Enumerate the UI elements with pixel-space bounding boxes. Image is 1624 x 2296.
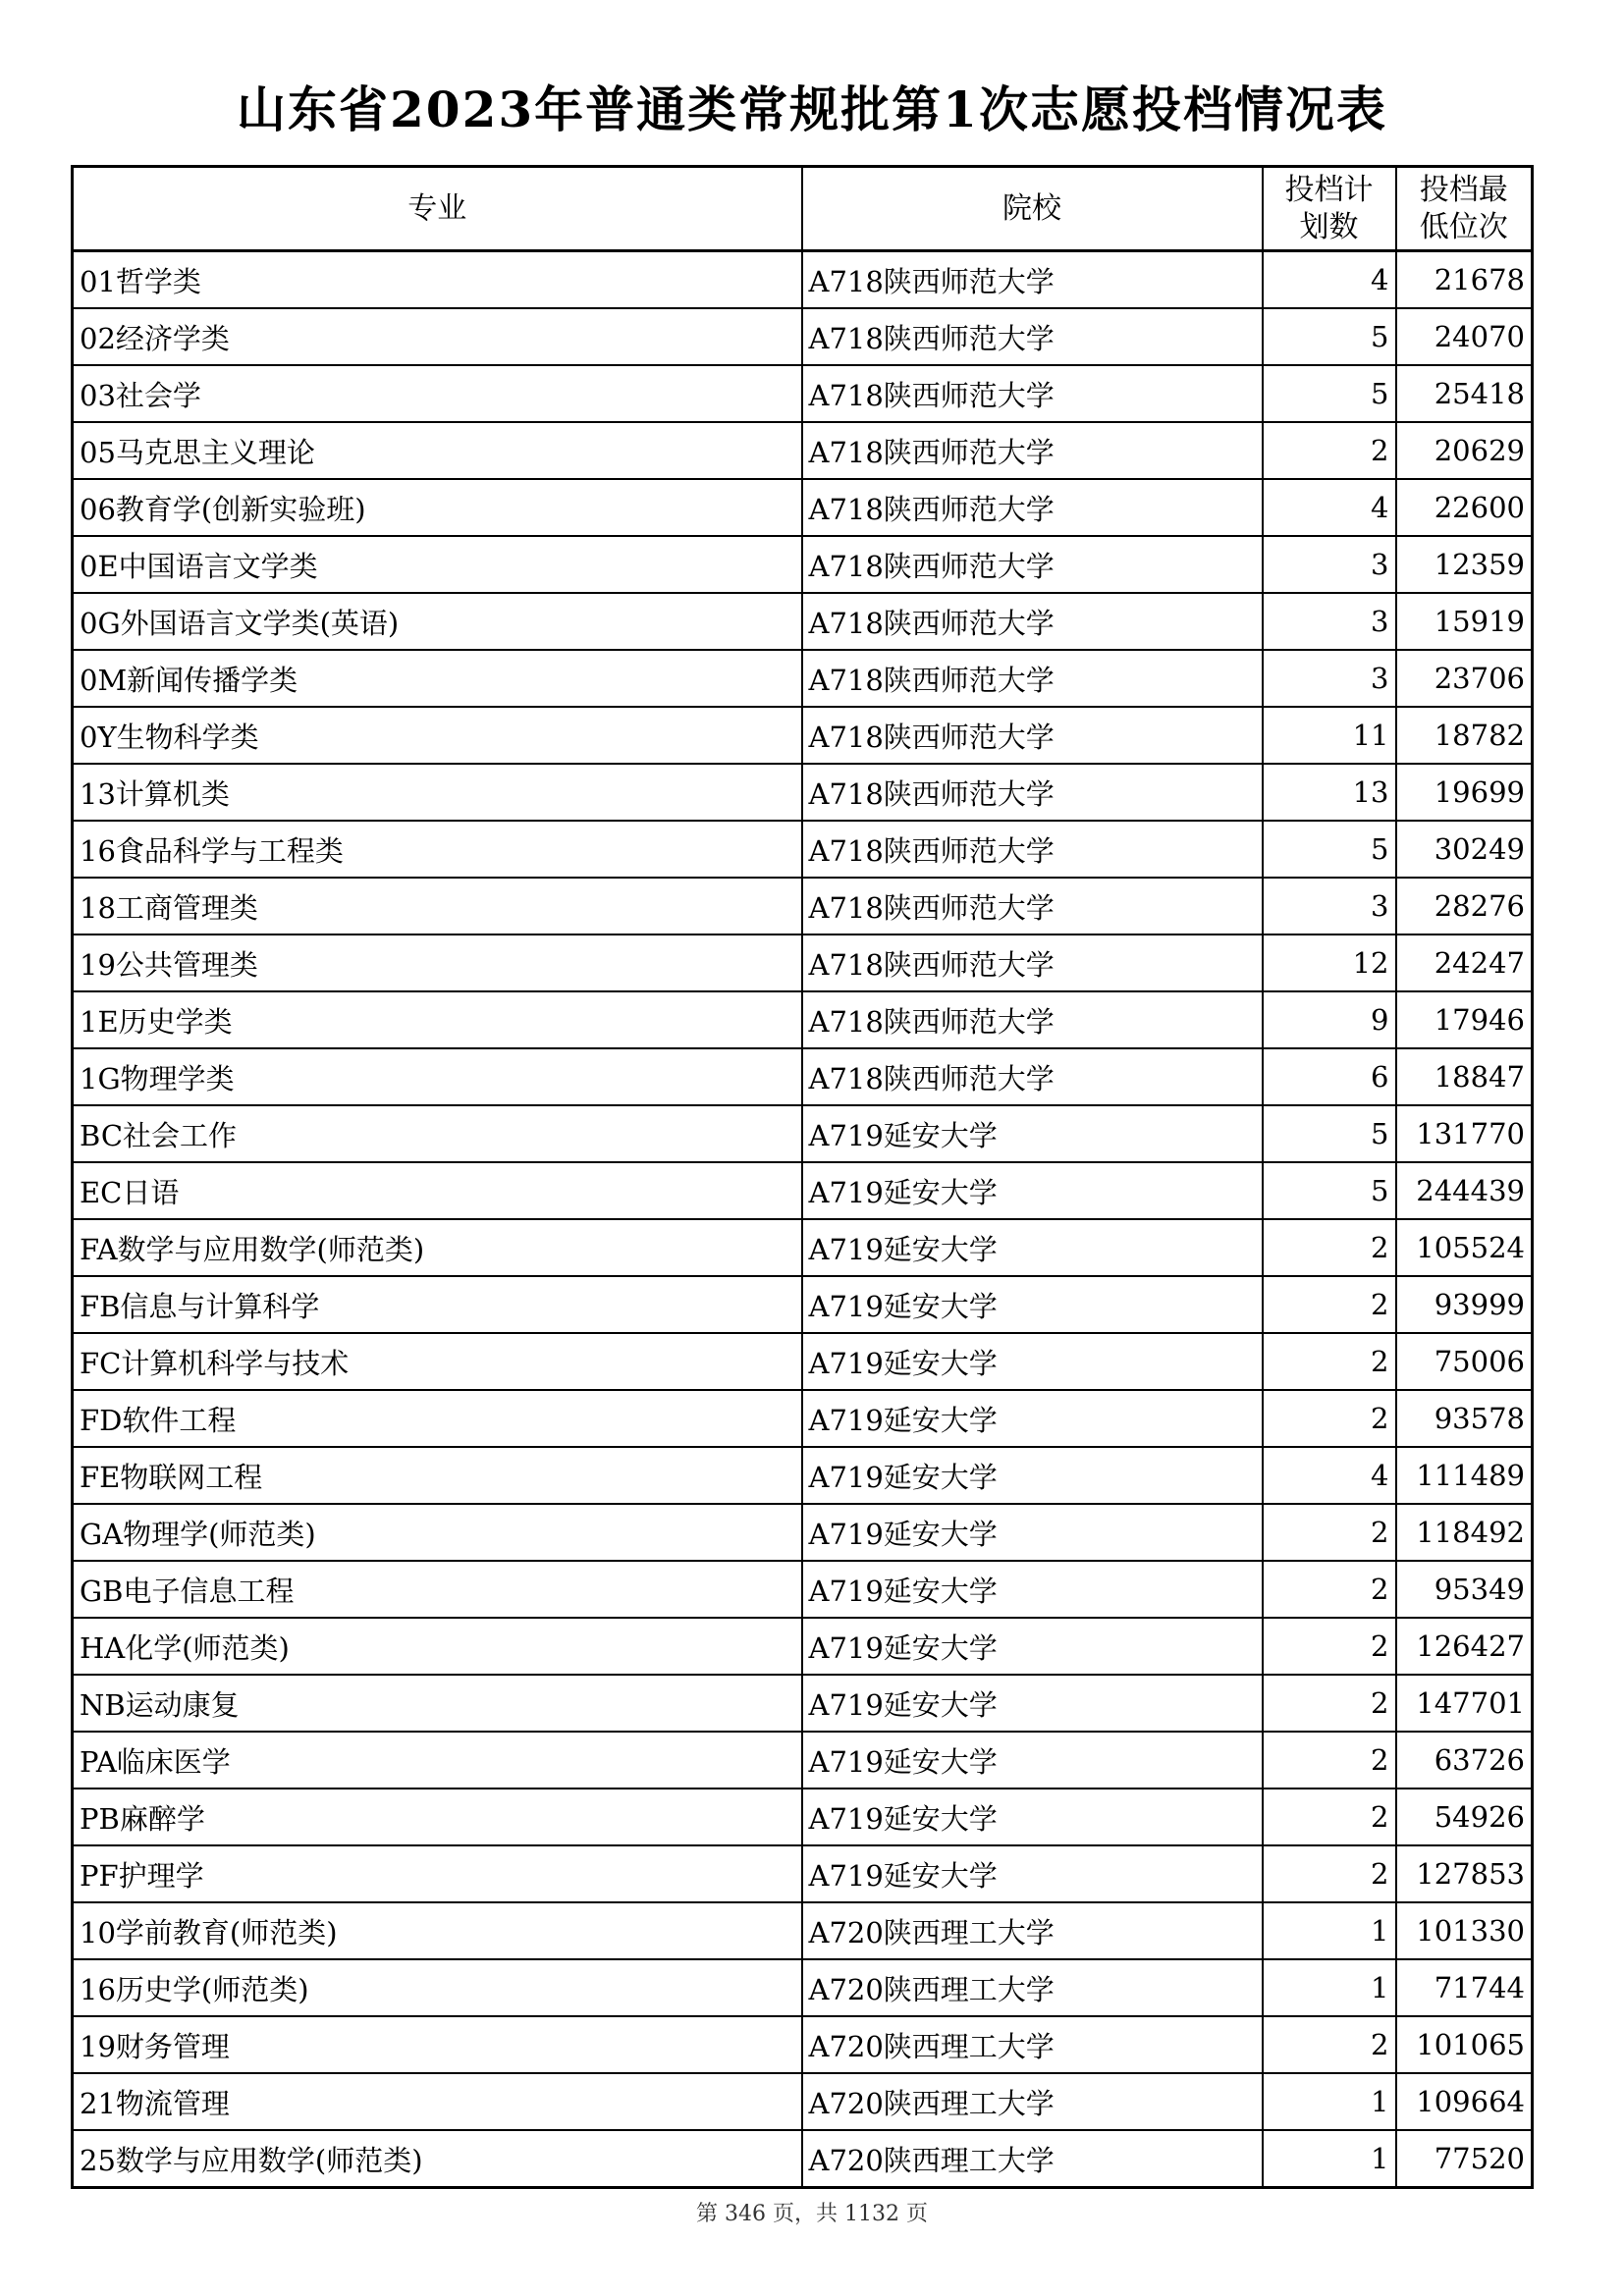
cell-plan-count: 12 [1263,934,1396,991]
table-row [73,1219,1533,1276]
cell-school: A718陕西师范大学 [802,934,1263,991]
cell-major: 05马克思主义理论 [73,422,802,479]
cell-school: A718陕西师范大学 [802,422,1263,479]
cell-plan-count: 5 [1263,308,1396,365]
table-row [73,1789,1533,1845]
cell-school: A719延安大学 [802,1447,1263,1504]
cell-min-rank: 30249 [1396,821,1533,878]
table-row [73,1675,1533,1732]
table-row [73,593,1533,650]
cell-school: A719延安大学 [802,1390,1263,1447]
cell-major: 0Y生物科学类 [73,707,802,764]
cell-major: 1G物理学类 [73,1048,802,1105]
cell-min-rank: 126427 [1396,1618,1533,1675]
admission-table [71,165,1534,2189]
cell-plan-count: 3 [1263,536,1396,593]
cell-min-rank: 75006 [1396,1333,1533,1390]
cell-major: 19财务管理 [73,2016,802,2073]
cell-min-rank: 17946 [1396,991,1533,1048]
cell-major: 0G外国语言文学类(英语) [73,593,802,650]
cell-school: A718陕西师范大学 [802,991,1263,1048]
table-row [73,1561,1533,1618]
cell-major: 02经济学类 [73,308,802,365]
cell-min-rank: 15919 [1396,593,1533,650]
cell-min-rank: 105524 [1396,1219,1533,1276]
table-row [73,1902,1533,1959]
cell-min-rank: 20629 [1396,422,1533,479]
cell-major: FA数学与应用数学(师范类) [73,1219,802,1276]
cell-plan-count: 1 [1263,1959,1396,2016]
cell-min-rank: 18847 [1396,1048,1533,1105]
table-row [73,422,1533,479]
table-row [73,1845,1533,1902]
table-row [73,707,1533,764]
cell-plan-count: 3 [1263,650,1396,707]
cell-school: A718陕西师范大学 [802,365,1263,422]
cell-major: 21物流管理 [73,2073,802,2130]
header-school: 院校 [802,167,1263,251]
header-rank-line1: 投档最 [1419,172,1508,207]
header-plan-count [1263,167,1396,251]
cell-min-rank: 71744 [1396,1959,1533,2016]
cell-school: A718陕西师范大学 [802,479,1263,536]
cell-plan-count: 2 [1263,1219,1396,1276]
table-header-row [73,167,1533,251]
table-row [73,1959,1533,2016]
cell-major: 19公共管理类 [73,934,802,991]
table-row [73,1618,1533,1675]
cell-school: A719延安大学 [802,1504,1263,1561]
cell-min-rank: 101330 [1396,1902,1533,1959]
table-row [73,1048,1533,1105]
header-major: 专业 [73,167,802,251]
header-plan-line1: 投档计 [1284,172,1374,207]
cell-min-rank: 95349 [1396,1561,1533,1618]
cell-min-rank: 28276 [1396,878,1533,934]
cell-min-rank: 127853 [1396,1845,1533,1902]
cell-plan-count: 2 [1263,1333,1396,1390]
cell-plan-count: 2 [1263,1561,1396,1618]
cell-school: A719延安大学 [802,1675,1263,1732]
table-row [73,1504,1533,1561]
table-row [73,991,1533,1048]
cell-plan-count: 5 [1263,821,1396,878]
cell-school: A720陕西理工大学 [802,1902,1263,1959]
cell-major: FE物联网工程 [73,1447,802,1504]
cell-school: A719延安大学 [802,1162,1263,1219]
cell-major: HA化学(师范类) [73,1618,802,1675]
cell-major: 1E历史学类 [73,991,802,1048]
cell-plan-count: 4 [1263,479,1396,536]
header-rank-line2: 低位次 [1419,209,1508,244]
cell-school: A719延安大学 [802,1105,1263,1162]
cell-school: A719延安大学 [802,1561,1263,1618]
cell-plan-count: 5 [1263,1105,1396,1162]
cell-school: A718陕西师范大学 [802,821,1263,878]
cell-plan-count: 2 [1263,422,1396,479]
cell-school: A718陕西师范大学 [802,536,1263,593]
cell-plan-count: 13 [1263,764,1396,821]
cell-school: A718陕西师范大学 [802,878,1263,934]
cell-plan-count: 2 [1263,1732,1396,1789]
cell-plan-count: 1 [1263,2130,1396,2188]
table-row [73,1732,1533,1789]
cell-min-rank: 24070 [1396,308,1533,365]
cell-plan-count: 5 [1263,365,1396,422]
cell-plan-count: 2 [1263,1276,1396,1333]
header-plan-line2: 划数 [1299,209,1359,244]
cell-plan-count: 2 [1263,1390,1396,1447]
page-footer: 第 346 页，共 1132 页 [696,2202,928,2226]
cell-major: PB麻醉学 [73,1789,802,1845]
cell-min-rank: 93999 [1396,1276,1533,1333]
cell-major: PA临床医学 [73,1732,802,1789]
cell-school: A720陕西理工大学 [802,2016,1263,2073]
cell-plan-count: 4 [1263,1447,1396,1504]
table-row [73,650,1533,707]
cell-school: A720陕西理工大学 [802,2073,1263,2130]
cell-school: A718陕西师范大学 [802,707,1263,764]
cell-school: A718陕西师范大学 [802,1048,1263,1105]
cell-major: 18工商管理类 [73,878,802,934]
cell-min-rank: 93578 [1396,1390,1533,1447]
cell-school: A718陕西师范大学 [802,764,1263,821]
cell-school: A719延安大学 [802,1333,1263,1390]
cell-major: 06教育学(创新实验班) [73,479,802,536]
cell-school: A719延安大学 [802,1618,1263,1675]
cell-school: A718陕西师范大学 [802,650,1263,707]
cell-min-rank: 101065 [1396,2016,1533,2073]
table-row [73,479,1533,536]
cell-plan-count: 1 [1263,1902,1396,1959]
cell-school: A719延安大学 [802,1845,1263,1902]
cell-plan-count: 6 [1263,1048,1396,1105]
table-row [73,1333,1533,1390]
cell-plan-count: 3 [1263,878,1396,934]
cell-min-rank: 118492 [1396,1504,1533,1561]
cell-plan-count: 11 [1263,707,1396,764]
cell-min-rank: 131770 [1396,1105,1533,1162]
cell-plan-count: 2 [1263,1504,1396,1561]
cell-major: FB信息与计算科学 [73,1276,802,1333]
cell-school: A719延安大学 [802,1789,1263,1845]
table-row [73,308,1533,365]
table-row [73,2130,1533,2188]
table-row [73,1447,1533,1504]
cell-min-rank: 24247 [1396,934,1533,991]
cell-plan-count: 3 [1263,593,1396,650]
cell-major: 25数学与应用数学(师范类) [73,2130,802,2188]
cell-min-rank: 63726 [1396,1732,1533,1789]
table-row [73,934,1533,991]
cell-min-rank: 23706 [1396,650,1533,707]
cell-major: 0M新闻传播学类 [73,650,802,707]
table-row [73,2016,1533,2073]
cell-major: EC日语 [73,1162,802,1219]
cell-plan-count: 4 [1263,251,1396,309]
table-row [73,764,1533,821]
cell-school: A718陕西师范大学 [802,308,1263,365]
cell-major: 13计算机类 [73,764,802,821]
cell-school: A719延安大学 [802,1219,1263,1276]
table-body [73,251,1533,2188]
cell-major: FC计算机科学与技术 [73,1333,802,1390]
table-row [73,2073,1533,2130]
cell-min-rank: 147701 [1396,1675,1533,1732]
cell-major: NB运动康复 [73,1675,802,1732]
cell-major: 16历史学(师范类) [73,1959,802,2016]
cell-min-rank: 244439 [1396,1162,1533,1219]
page-title: 山东省2023年普通类常规批第1次志愿投档情况表 [237,80,1387,138]
cell-plan-count: 2 [1263,2016,1396,2073]
cell-min-rank: 77520 [1396,2130,1533,2188]
cell-major: GB电子信息工程 [73,1561,802,1618]
cell-school: A718陕西师范大学 [802,251,1263,309]
cell-school: A719延安大学 [802,1276,1263,1333]
cell-plan-count: 2 [1263,1618,1396,1675]
cell-plan-count: 2 [1263,1789,1396,1845]
table-row [73,1276,1533,1333]
cell-major: 03社会学 [73,365,802,422]
table-row [73,1162,1533,1219]
cell-min-rank: 12359 [1396,536,1533,593]
cell-major: 0E中国语言文学类 [73,536,802,593]
cell-plan-count: 2 [1263,1845,1396,1902]
cell-min-rank: 18782 [1396,707,1533,764]
table-row [73,251,1533,309]
cell-school: A720陕西理工大学 [802,1959,1263,2016]
cell-min-rank: 22600 [1396,479,1533,536]
header-min-rank [1396,167,1533,251]
cell-major: 10学前教育(师范类) [73,1902,802,1959]
cell-major: GA物理学(师范类) [73,1504,802,1561]
cell-plan-count: 5 [1263,1162,1396,1219]
table-row [73,821,1533,878]
table-row [73,1105,1533,1162]
cell-major: PF护理学 [73,1845,802,1902]
cell-min-rank: 19699 [1396,764,1533,821]
cell-school: A719延安大学 [802,1732,1263,1789]
cell-min-rank: 21678 [1396,251,1533,309]
cell-min-rank: 109664 [1396,2073,1533,2130]
table-row [73,536,1533,593]
cell-plan-count: 1 [1263,2073,1396,2130]
cell-min-rank: 111489 [1396,1447,1533,1504]
cell-major: 16食品科学与工程类 [73,821,802,878]
cell-plan-count: 2 [1263,1675,1396,1732]
cell-min-rank: 54926 [1396,1789,1533,1845]
cell-school: A720陕西理工大学 [802,2130,1263,2188]
cell-min-rank: 25418 [1396,365,1533,422]
table-row [73,878,1533,934]
table-row [73,365,1533,422]
table-row [73,1390,1533,1447]
cell-major: BC社会工作 [73,1105,802,1162]
cell-school: A718陕西师范大学 [802,593,1263,650]
cell-major: 01哲学类 [73,251,802,309]
cell-plan-count: 9 [1263,991,1396,1048]
cell-major: FD软件工程 [73,1390,802,1447]
